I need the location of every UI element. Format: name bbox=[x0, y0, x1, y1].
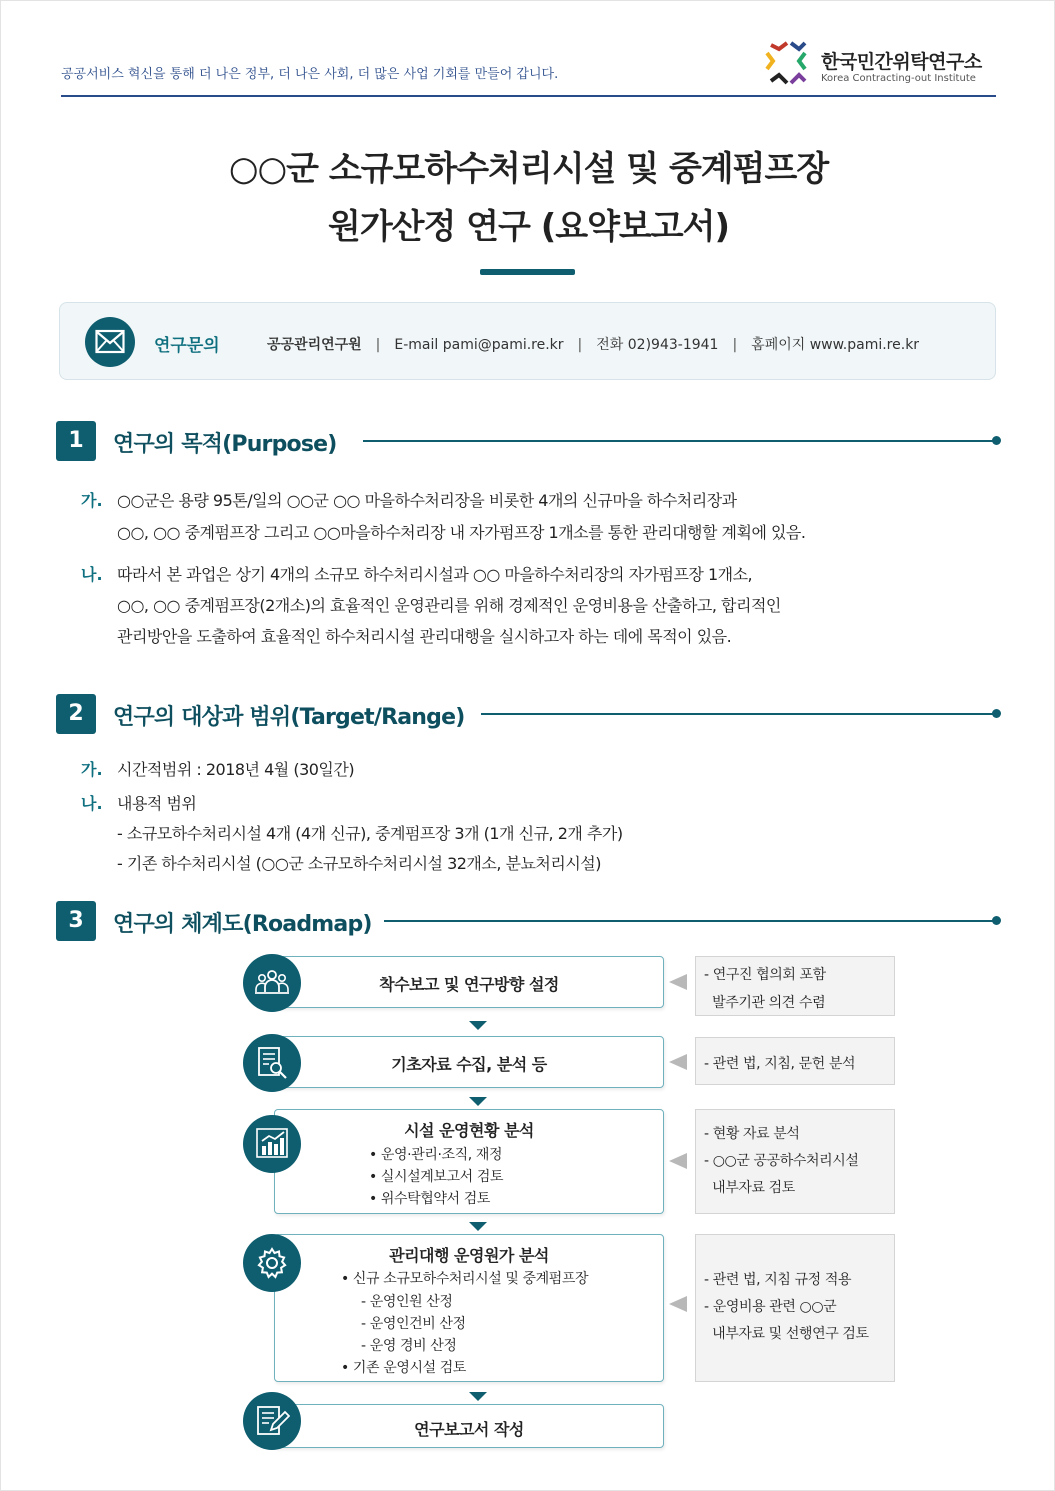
note-line: - 관련 법, 지침 규정 적용 bbox=[704, 1272, 852, 1288]
note-line: 내부자료 및 선행연구 검토 bbox=[704, 1326, 869, 1342]
purpose-text-line: 관리방안을 도출하여 효율적인 하수처리시설 관리대행을 실시하고자 하는 데에 목적이 있음. bbox=[117, 627, 732, 646]
step-title: 관리대행 운영원가 분석 bbox=[389, 1246, 549, 1265]
roadmap-step bbox=[274, 1404, 664, 1448]
note-line: - 관련 법, 지침, 문헌 분석 bbox=[704, 1056, 856, 1072]
section-rule bbox=[363, 440, 997, 442]
left-arrow-icon bbox=[669, 1054, 687, 1070]
step-subitem: - 운영인원 산정 bbox=[361, 1294, 453, 1310]
note-line: - 연구진 협의회 포함 bbox=[704, 967, 826, 983]
step-note bbox=[695, 956, 895, 1016]
bar-chart-icon-circle bbox=[243, 1115, 301, 1173]
roadmap-step bbox=[274, 1036, 664, 1088]
item-bullet: 가. bbox=[81, 760, 103, 779]
step-title: 착수보고 및 연구방향 설정 bbox=[379, 975, 559, 994]
item-bullet: 가. bbox=[81, 491, 103, 510]
section-3-heading bbox=[56, 901, 1001, 941]
team-icon bbox=[254, 965, 290, 1001]
step-title: 시설 운영현황 분석 bbox=[404, 1121, 534, 1140]
down-arrow-icon bbox=[469, 1097, 487, 1106]
report-write-icon-circle bbox=[243, 1392, 301, 1450]
contact-info bbox=[267, 334, 919, 354]
logo-subtitle: Korea Contracting-out Institute bbox=[821, 73, 976, 84]
institute-logo bbox=[761, 39, 1001, 91]
item-bullet: 나. bbox=[81, 565, 103, 584]
report-title-line1: ○○군 소규모하수처리시설 및 중계펌프장 bbox=[228, 149, 829, 189]
separator: | bbox=[577, 337, 583, 353]
report-write-icon bbox=[254, 1403, 290, 1439]
step-item: • 운영·관리·조직, 재정 bbox=[369, 1147, 503, 1163]
note-line: - 운영비용 관련 ○○군 bbox=[704, 1299, 837, 1315]
step-note bbox=[695, 1234, 895, 1382]
section-title: 연구의 체계도(Roadmap) bbox=[113, 912, 372, 937]
step-note bbox=[695, 1037, 895, 1085]
contact-email[interactable]: E-mail pami@pami.re.kr bbox=[394, 337, 564, 353]
step-item: • 실시설계보고서 검토 bbox=[369, 1169, 504, 1185]
section-number: 3 bbox=[56, 901, 96, 941]
contact-label: 연구문의 bbox=[154, 336, 220, 356]
document-search-icon-circle bbox=[243, 1034, 301, 1092]
title-underline bbox=[480, 269, 575, 275]
section-number: 1 bbox=[56, 421, 96, 461]
section-rule bbox=[384, 920, 997, 922]
step-note bbox=[695, 1109, 895, 1214]
logo-mark-icon bbox=[761, 39, 811, 89]
step-item: • 위수탁협약서 검토 bbox=[369, 1191, 490, 1207]
section-1-heading bbox=[56, 421, 1001, 461]
section-rule-dot bbox=[992, 916, 1001, 925]
step-title: 기초자료 수집, 분석 등 bbox=[391, 1055, 547, 1074]
gear-icon-circle bbox=[243, 1234, 301, 1292]
down-arrow-icon bbox=[469, 1392, 487, 1401]
roadmap-step bbox=[274, 1234, 664, 1382]
logo-name: 한국민간위탁연구소 bbox=[821, 51, 982, 73]
contact-box bbox=[59, 302, 996, 380]
note-line: - ○○군 공공하수처리시설 bbox=[704, 1153, 859, 1169]
header-tagline: 공공서비스 혁신을 통해 더 나은 정부, 더 나은 사회, 더 많은 사업 기회를 만들어 갑니다. bbox=[61, 67, 559, 82]
bar-chart-icon bbox=[254, 1126, 290, 1162]
note-line: 발주기관 의견 수렴 bbox=[704, 995, 826, 1011]
section-rule-dot bbox=[992, 436, 1001, 445]
scope-text: 내용적 범위 bbox=[117, 794, 197, 813]
scope-subitem: - 소규모하수처리시설 4개 (4개 신규), 중계펌프장 3개 (1개 신규, 2개 추가) bbox=[117, 824, 623, 843]
section-number: 2 bbox=[56, 694, 96, 734]
section-rule bbox=[481, 713, 997, 715]
scope-text: 시간적범위 : 2018년 4월 (30일간) bbox=[117, 760, 355, 779]
note-line: - 현황 자료 분석 bbox=[704, 1126, 800, 1142]
roadmap-step bbox=[274, 1109, 664, 1214]
section-rule-dot bbox=[992, 709, 1001, 718]
purpose-text-line: ○○군은 용량 95톤/일의 ○○군 ○○ 마을하수처리장을 비롯한 4개의 신규마을 하수처리장과 bbox=[117, 491, 737, 510]
mail-icon-circle bbox=[85, 317, 135, 367]
section-title: 연구의 목적(Purpose) bbox=[113, 432, 337, 457]
left-arrow-icon bbox=[669, 1153, 687, 1169]
gear-icon bbox=[254, 1245, 290, 1281]
mail-icon bbox=[95, 329, 125, 355]
step-title: 연구보고서 작성 bbox=[414, 1420, 524, 1439]
document-search-icon bbox=[254, 1045, 290, 1081]
down-arrow-icon bbox=[469, 1222, 487, 1231]
header-divider bbox=[61, 95, 996, 97]
left-arrow-icon bbox=[669, 974, 687, 990]
section-2-heading bbox=[56, 694, 1001, 734]
purpose-text-line: ○○, ○○ 중계펌프장 그리고 ○○마을하수처리장 내 자가펌프장 1개소를 통한 관리대행할 계획에 있음. bbox=[117, 523, 806, 542]
down-arrow-icon bbox=[469, 1021, 487, 1030]
purpose-text-line: 따라서 본 과업은 상기 4개의 소규모 하수처리시설과 ○○ 마을하수처리장의 자가펌프장 1개소, bbox=[117, 565, 753, 584]
team-icon-circle bbox=[243, 954, 301, 1012]
separator: | bbox=[375, 337, 381, 353]
item-bullet: 나. bbox=[81, 794, 103, 813]
scope-subitem: - 기존 하수처리시설 (○○군 소규모하수처리시설 32개소, 분뇨처리시설) bbox=[117, 854, 601, 873]
roadmap-step bbox=[274, 956, 664, 1008]
step-subitem: - 운영 경비 산정 bbox=[361, 1338, 457, 1354]
step-item: • 신규 소규모하수처리시설 및 중계펌프장 bbox=[341, 1271, 589, 1287]
step-item: • 기존 운영시설 검토 bbox=[341, 1360, 466, 1376]
note-line: 내부자료 검토 bbox=[704, 1180, 795, 1196]
separator: | bbox=[732, 337, 738, 353]
contact-phone: 전화 02)943-1941 bbox=[596, 337, 719, 353]
section-title: 연구의 대상과 범위(Target/Range) bbox=[113, 705, 465, 730]
step-subitem: - 운영인건비 산정 bbox=[361, 1316, 466, 1332]
report-title-line2: 원가산정 연구 (요약보고서) bbox=[327, 207, 730, 247]
purpose-text-line: ○○, ○○ 중계펌프장(2개소)의 효율적인 운영관리를 위해 경제적인 운영비용을 산출하고, 합리적인 bbox=[117, 596, 781, 615]
left-arrow-icon bbox=[669, 1296, 687, 1312]
contact-homepage[interactable]: 홈페이지 www.pami.re.kr bbox=[751, 337, 920, 353]
contact-org: 공공관리연구원 bbox=[267, 337, 362, 353]
